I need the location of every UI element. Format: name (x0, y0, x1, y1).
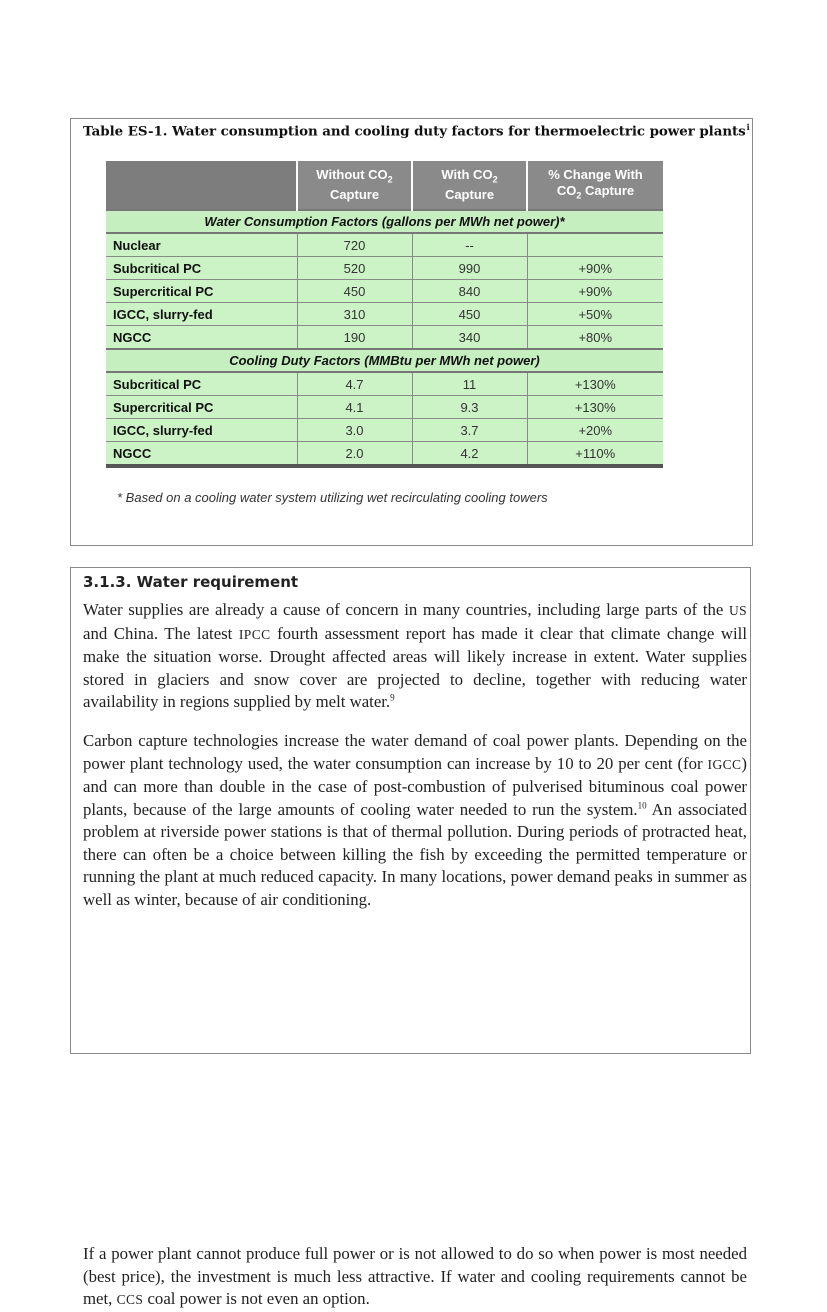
cell-without: 4.7 (297, 372, 412, 396)
cell-change: +80% (527, 326, 663, 350)
table-row (106, 257, 663, 280)
table-header-row (106, 161, 663, 210)
row-name: NGCC (106, 442, 297, 467)
table-row (106, 303, 663, 326)
header-blank (106, 161, 297, 210)
table-row (106, 233, 663, 257)
cell-without: 190 (297, 326, 412, 350)
table-row (106, 280, 663, 303)
cell-change: +90% (527, 280, 663, 303)
paragraph-1: Water supplies are already a cause of concern in many countries, including large parts of the US and China. The latest IPCC fourth assessment report has made it clear that climate change will make the situation worse. Drought affected areas will likely increase in extent. Water supplies stored in glaciers and snow cover are projected to decline, together with reducing water availability in regions supplied by melt water.$^9$ (83, 600, 747, 711)
cell-change: +90% (527, 257, 663, 280)
section-header-water (106, 210, 663, 233)
header-percent-change: % Change With $CO_2$ Capture (527, 161, 663, 210)
cell-without: 520 (297, 257, 412, 280)
table-row (106, 419, 663, 442)
caption-prefix: Table (83, 123, 128, 140)
table-footnote: * Based on a cooling water system utilizing wet recirculating cooling towers (117, 490, 548, 505)
cell-change: +110% (527, 442, 663, 467)
paragraph-2: Carbon capture technologies increase the water demand of coal power plants. Depending on the power plant technology used, the water consumption can increase by 10 to 20 per cent (for IGCC) and can more than double in the case of post-combustion of pulverised bituminous coal power plants, because of the large amounts of cooling water needed to run the system.$^{10}$ An associated problem at riverside power stations is that of thermal pollution. During periods of protracted heat, there can often be a choice between killing the fish by exceeding the permitted temperature or running the plant at much reduced capacity. In many locations, power demand peaks in summer as well as winter, because of air conditioning. (83, 731, 748, 909)
cell-change (527, 233, 663, 257)
footnote-ref: 10 (637, 799, 647, 810)
cell-change: +20% (527, 419, 663, 442)
cell-without: 720 (297, 233, 412, 257)
cell-with: 450 (412, 303, 527, 326)
row-name: IGCC, slurry-fed (106, 303, 297, 326)
table-row (106, 326, 663, 350)
cell-with: 4.2 (412, 442, 527, 467)
row-name: IGCC, slurry-fed (106, 419, 297, 442)
table-caption (83, 122, 750, 139)
cell-with: 990 (412, 257, 527, 280)
section-title: Cooling Duty Factors (MMBtu per MWh net power) (106, 349, 663, 372)
cell-with: 840 (412, 280, 527, 303)
cell-without: 4.1 (297, 396, 412, 419)
caption-text: -1. Water consumption and cooling duty factors for thermoelectric power plants (147, 123, 746, 140)
row-name: Supercritical PC (106, 280, 297, 303)
footnote-ref: 9 (390, 692, 395, 703)
header-with-capture: With $CO_2$ Capture (412, 161, 527, 210)
cell-change: +130% (527, 396, 663, 419)
cell-without: 3.0 (297, 419, 412, 442)
cell-with: 3.7 (412, 419, 527, 442)
section-header-cooling (106, 349, 663, 372)
cell-with: 9.3 (412, 396, 527, 419)
section-title: Water Consumption Factors (gallons per MWh net power)* (106, 210, 663, 233)
cell-with: -- (412, 233, 527, 257)
section-heading: 3.1.3. Water requirement (83, 573, 299, 591)
row-name: Subcritical PC (106, 257, 297, 280)
cell-without: 2.0 (297, 442, 412, 467)
table-row (106, 396, 663, 419)
row-name: Subcritical PC (106, 372, 297, 396)
table-box (70, 118, 753, 546)
cell-change: +130% (527, 372, 663, 396)
text-box (70, 567, 751, 1308)
cell-change: +50% (527, 303, 663, 326)
header-without-capture: Without $CO_2$ Capture (297, 161, 412, 210)
cell-without: 310 (297, 303, 412, 326)
table-row (106, 372, 663, 396)
paragraph-3: If a power plant cannot produce full power or is not allowed to do so when power is most needed (best price), the investment is much less attractive. If water and cooling requirements cannot be met, CCS coal power is not even an option. (83, 1244, 747, 1308)
table-row (106, 442, 663, 467)
caption-code: ES (127, 123, 148, 140)
water-cooling-table (106, 161, 663, 468)
cell-with: 11 (412, 372, 527, 396)
cell-without: 450 (297, 280, 412, 303)
row-name: Supercritical PC (106, 396, 297, 419)
row-name: Nuclear (106, 233, 297, 257)
row-name: NGCC (106, 326, 297, 350)
caption-footnote: i (746, 122, 750, 132)
cell-with: 340 (412, 326, 527, 350)
